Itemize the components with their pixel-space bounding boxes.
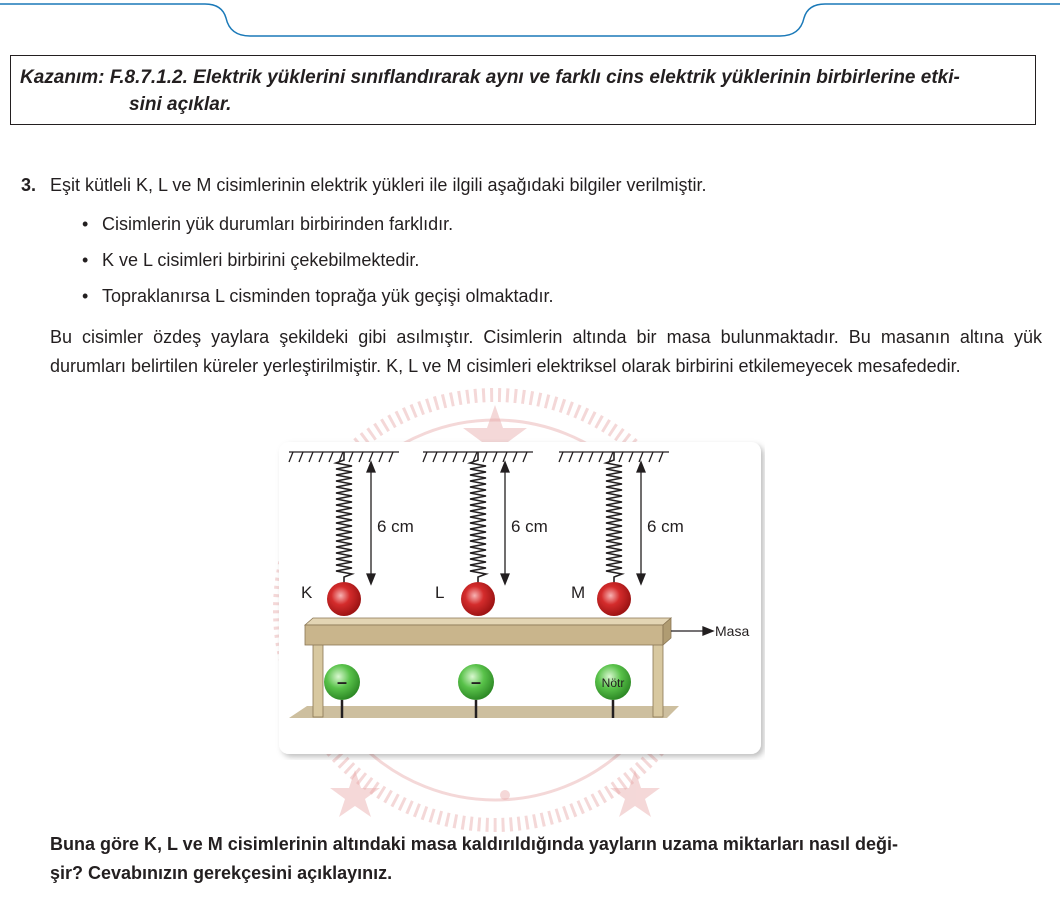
learning-objective-text — [20, 64, 1030, 118]
learning-objective-box — [10, 55, 1036, 125]
floor — [289, 706, 679, 718]
prompt-line-1: Buna göre K, L ve M cisimlerinin altındaki masa kaldırıldığında yayların uzama miktarları nasıl deği- — [50, 834, 898, 854]
distance-label-l: 6 cm — [511, 517, 548, 536]
sphere-charge-l: – — [470, 672, 482, 692]
body-k — [327, 582, 361, 616]
bullet-icon: • — [82, 214, 89, 234]
bullet-icon: • — [82, 286, 89, 306]
sphere-charge-m: Nötr — [601, 676, 625, 690]
page-header-tab — [0, 0, 1060, 40]
list-item: • Cisimlerin yük durumları birbirinden farklıdır. — [82, 214, 454, 234]
body-label-k: K — [301, 583, 313, 602]
objective-line-1: Kazanım: F.8.7.1.2. Elektrik yüklerini sınıflandırarak aynı ve farklı cins elektrik yüklerinin birbirlerine etki- — [20, 67, 960, 88]
spring-charge-figure — [275, 438, 765, 760]
question-paragraph: Bu cisimler özdeş yaylara şekildeki gibi asılmıştır. Cisimlerin altında bir masa bulunmaktadır. Bu masanın altına yük durumları belirtilen küreler yerleştirilmiştir. K, L ve M cisimleri elektriksel olarak birbirini etkilemeyecek mesafededir. — [50, 327, 1042, 376]
objective-line-2: sini açıklar. — [129, 94, 232, 115]
bullet-icon: • — [82, 250, 89, 270]
list-item: • Topraklanırsa L cisminden toprağa yük geçişi olmaktadır. — [82, 286, 554, 306]
question-number: 3. — [21, 175, 37, 195]
body-label-l: L — [435, 583, 445, 602]
prompt-line-2: şir? Cevabınızın gerekçesini açıklayınız. — [50, 863, 393, 883]
given-info-list — [82, 212, 554, 320]
distance-label-m: 6 cm — [647, 517, 684, 536]
sphere-charge-k: – — [336, 672, 348, 692]
body-label-m: M — [571, 583, 586, 602]
body-m — [597, 582, 631, 616]
question-prompt — [50, 830, 1042, 888]
list-item: • K ve L cisimleri birbirini çekebilmektedir. — [82, 250, 420, 270]
body-l — [461, 582, 495, 616]
table-label: Masa — [715, 623, 750, 639]
distance-label-k: 6 cm — [377, 517, 414, 536]
question-intro: Eşit kütleli K, L ve M cisimlerinin elektrik yükleri ile ilgili aşağıdaki bilgiler verilmiştir. — [50, 175, 707, 195]
